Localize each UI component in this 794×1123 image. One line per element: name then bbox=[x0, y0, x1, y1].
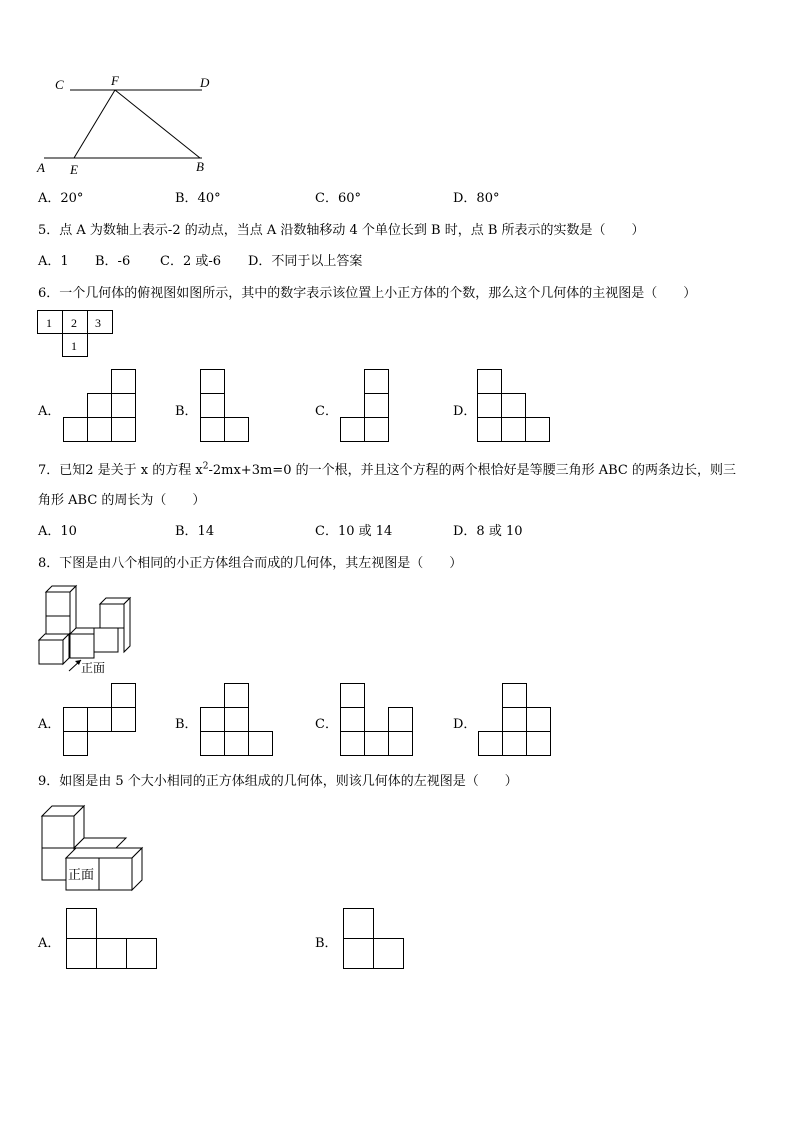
q9-option-b-figure bbox=[342, 908, 408, 972]
q8-option-c[interactable]: C． bbox=[315, 717, 338, 732]
q7-superscript: 2 bbox=[202, 461, 209, 472]
q8-option-d-figure bbox=[477, 683, 557, 759]
q9-option-b[interactable]: B． bbox=[315, 936, 338, 951]
q4-option-c[interactable]: C．60° bbox=[315, 191, 361, 206]
q6-text: 6．一个几何体的俯视图如图所示，其中的数字表示该位置上小正方体的个数，那么这个几何体的主视图是（ ） bbox=[38, 286, 697, 301]
q7-option-b[interactable]: B．14 bbox=[175, 524, 215, 539]
q5-option-c[interactable]: C．2 或-6 bbox=[160, 254, 222, 269]
label-d: D bbox=[200, 75, 210, 90]
top-view-cell-4: 1 bbox=[71, 339, 77, 353]
q5-option-d[interactable]: D．不同于以上答案 bbox=[248, 254, 363, 269]
top-view-cell-3: 3 bbox=[95, 316, 101, 330]
q8-option-b[interactable]: B． bbox=[175, 717, 198, 732]
q7-text bbox=[38, 459, 736, 478]
label-c: C bbox=[55, 77, 64, 92]
top-view-cell-2: 2 bbox=[71, 316, 77, 330]
q7-text-line2: 角形 ABC 的周长为（ ） bbox=[38, 493, 206, 508]
q7-option-c[interactable]: C．10 或 14 bbox=[315, 524, 393, 539]
q6-option-a[interactable]: A． bbox=[38, 404, 61, 419]
q8-text: 8．下图是由八个相同的小正方体组合而成的几何体，其左视图是（ ） bbox=[38, 556, 463, 571]
q6-option-c[interactable]: C． bbox=[315, 404, 338, 419]
q7-text-pre: 7．已知2 是关于 x 的方程 x bbox=[38, 463, 203, 478]
q8-option-a[interactable]: A． bbox=[38, 717, 61, 732]
q8-solid-figure bbox=[37, 580, 147, 675]
q4-option-a[interactable]: A．20° bbox=[38, 191, 84, 206]
q6-top-view bbox=[37, 310, 117, 360]
top-view-cell-1: 1 bbox=[46, 316, 52, 330]
line-fe bbox=[74, 90, 115, 158]
q4-option-d[interactable]: D．80° bbox=[453, 191, 500, 206]
label-e: E bbox=[70, 162, 78, 177]
q5-option-a[interactable]: A．1 bbox=[38, 254, 69, 269]
q7-option-a[interactable]: A．10 bbox=[38, 524, 77, 539]
q6-option-d[interactable]: D． bbox=[453, 404, 477, 419]
q7-option-d[interactable]: D．8 或 10 bbox=[453, 524, 523, 539]
q4-figure bbox=[30, 72, 220, 182]
q6-option-b-figure bbox=[199, 369, 254, 445]
q8-option-b-figure bbox=[199, 683, 279, 759]
q5-option-b[interactable]: B．-6 bbox=[95, 254, 131, 269]
q8-option-a-figure bbox=[62, 683, 142, 759]
q5-text: 5．点 A 为数轴上表示-2 的动点，当点 A 沿数轴移动 4 个单位长到 B 时，点 B 所表示的实数是（ ） bbox=[38, 223, 645, 238]
label-f: F bbox=[111, 73, 119, 88]
q7-text-post: -2mx+3m=0 的一个根，并且这个方程的两个根恰好是等腰三角形 ABC 的两条边长，则三 bbox=[208, 463, 736, 478]
q9-text: 9．如图是由 5 个大小相同的正方体组成的几何体，则该几何体的左视图是（ ） bbox=[38, 774, 518, 789]
q6-option-a-figure bbox=[62, 369, 140, 445]
line-fb bbox=[115, 90, 200, 158]
q8-option-c-figure bbox=[339, 683, 419, 759]
q6-option-d-figure bbox=[476, 369, 556, 445]
q8-front-label: 正面 bbox=[81, 661, 106, 675]
label-b: B bbox=[196, 159, 204, 174]
label-a: A bbox=[37, 160, 45, 175]
q9-front-label: 正面 bbox=[68, 868, 95, 883]
q6-option-b[interactable]: B． bbox=[175, 404, 198, 419]
q9-solid-figure bbox=[40, 802, 150, 894]
q6-option-c-figure bbox=[339, 369, 394, 445]
q8-option-d[interactable]: D． bbox=[453, 717, 477, 732]
q4-option-b[interactable]: B．40° bbox=[175, 191, 221, 206]
q9-option-a[interactable]: A． bbox=[38, 936, 61, 951]
q9-option-a-figure bbox=[65, 908, 160, 972]
